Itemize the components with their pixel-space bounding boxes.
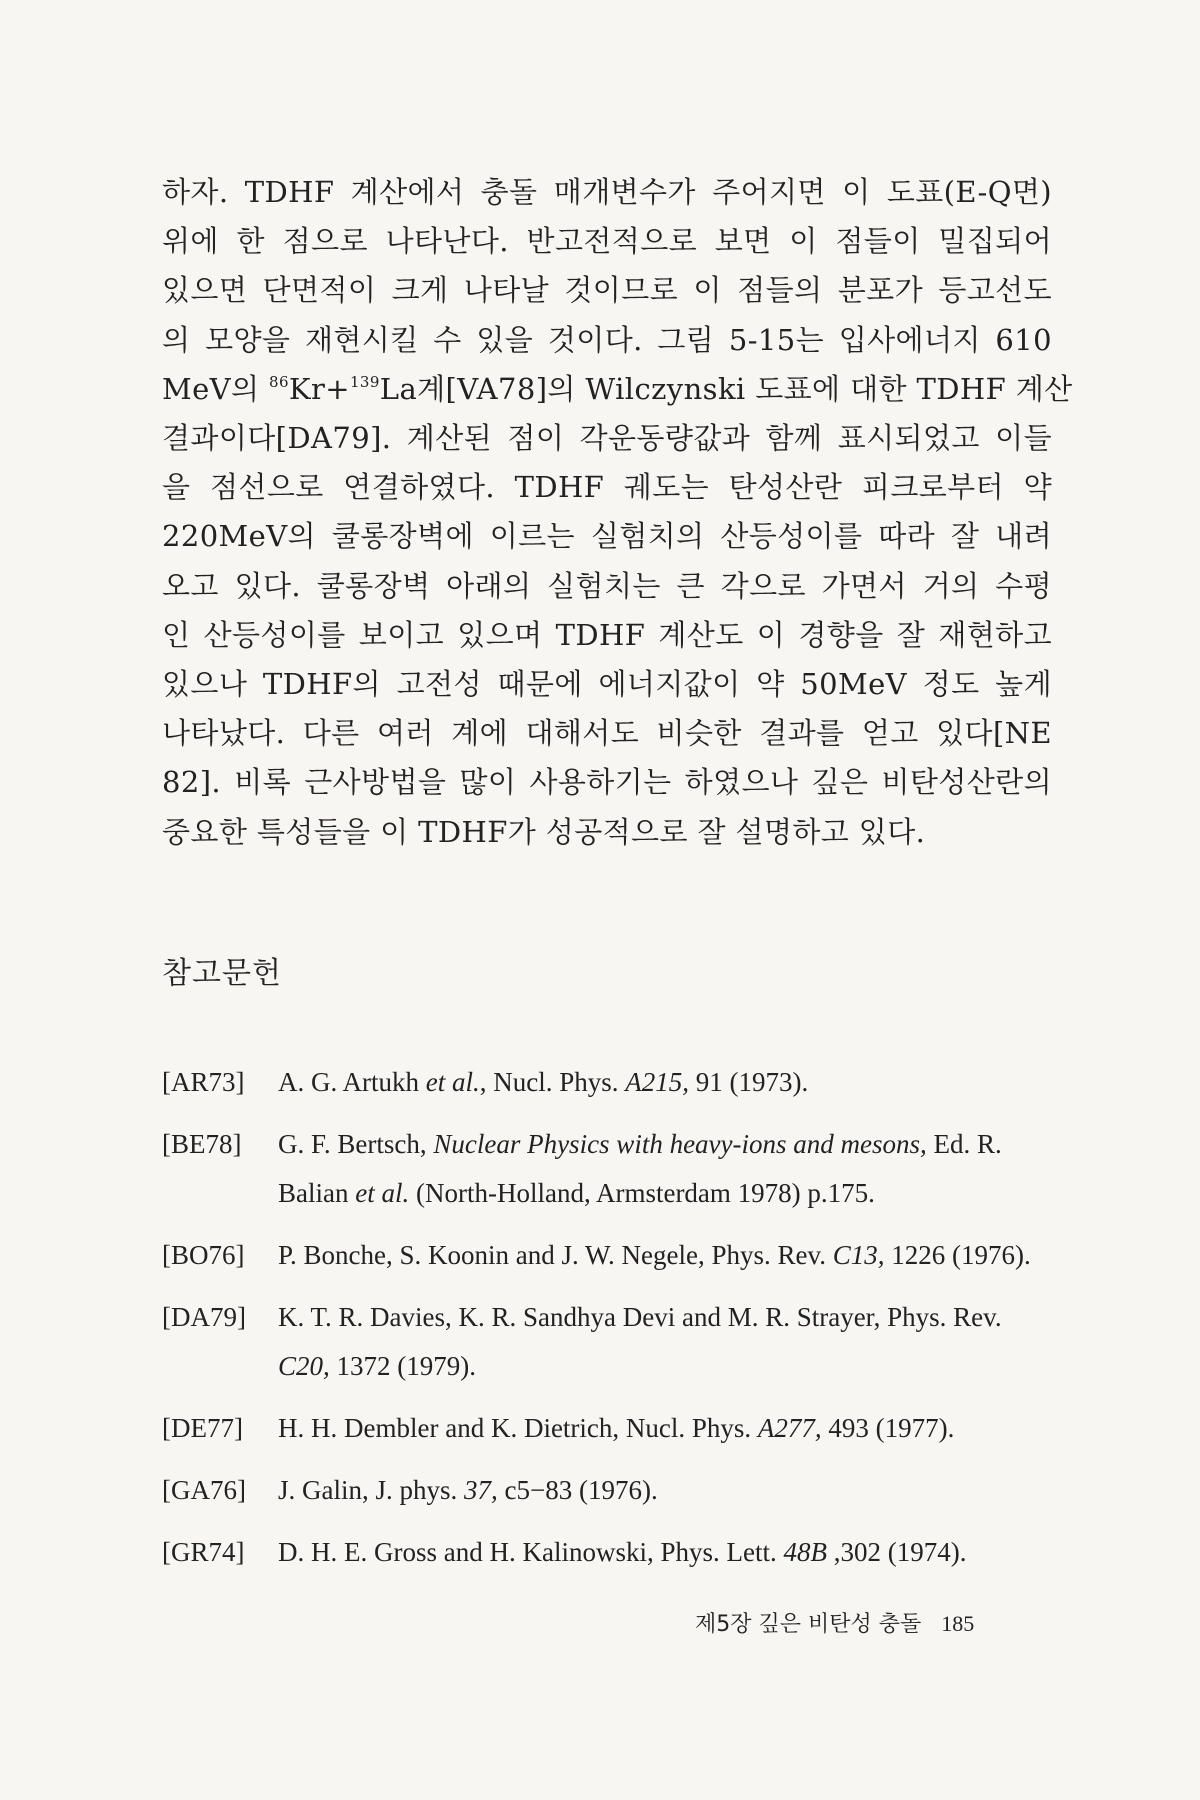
reference-key: [DE77] (162, 1413, 243, 1443)
body-line: 인 산등성이를 보이고 있으며 TDHF 계산도 이 경향을 잘 재현하고 (162, 617, 1052, 652)
body-line: 의 모양을 재현시킬 수 있을 것이다. 그림 5-15는 입사에너지 610 (162, 322, 1052, 357)
body-line: 82]. 비록 근사방법을 많이 사용하기는 하였으나 깊은 비탄성산란의 (162, 765, 1052, 800)
body-line: 있으나 TDHF의 고전성 때문에 에너지값이 약 50MeV 정도 높게 (162, 667, 1052, 702)
reference-item (162, 1528, 1062, 1577)
reference-list (162, 1058, 1062, 1590)
body-line: 있으면 단면적이 크게 나타날 것이므로 이 점들의 분포가 등고선도 (162, 273, 1052, 308)
reference-item (162, 1466, 1062, 1515)
isotope-mass-kr: 86 (269, 372, 289, 391)
body-line: 을 점선으로 연결하였다. TDHF 궤도는 탄성산란 피크로부터 약 (162, 470, 1052, 505)
references-heading: 참고문헌 (162, 956, 282, 991)
reference-text: D. H. E. Gross and H. Kalinowski, Phys. Lett. 48B ,302 (1974). (278, 1537, 967, 1567)
body-line: 결과이다[DA79]. 계산된 점이 각운동량값과 함께 표시되었고 이들 (162, 421, 1052, 456)
chapter-title: 제5장 깊은 비탄성 충돌 (695, 1612, 922, 1637)
body-line-with-isotopes (162, 365, 1073, 414)
isotope-kr: Kr+ (288, 371, 350, 406)
body-line: 중요한 특성들을 이 TDHF가 성공적으로 잘 설명하고 있다. (162, 814, 926, 849)
reference-item (162, 1231, 1062, 1280)
reference-key: [DA79] (162, 1302, 246, 1332)
body-line-start: MeV의 (162, 371, 270, 406)
reference-item (162, 1120, 1062, 1218)
reference-item (162, 1058, 1062, 1107)
reference-item (162, 1293, 1062, 1391)
reference-text: A. G. Artukh et al., Nucl. Phys. A215, 91 (1973). (278, 1067, 809, 1097)
reference-key: [GA76] (162, 1475, 246, 1505)
body-line-rest: La계[VA78]의 Wilczynski 도표에 대한 TDHF 계산 (379, 371, 1073, 406)
body-line: 오고 있다. 쿨롱장벽 아래의 실험치는 큰 각으로 가면서 거의 수평 (162, 568, 1052, 603)
body-paragraph (162, 168, 1073, 857)
reference-key: [BE78] (162, 1129, 242, 1159)
reference-item (162, 1404, 1062, 1453)
body-line: 나타났다. 다른 여러 계에 대해서도 비슷한 결과를 얻고 있다[NE (162, 716, 1052, 751)
reference-key: [GR74] (162, 1537, 245, 1567)
reference-text: G. F. Bertsch, Nuclear Physics with heavy-ions and mesons, Ed. R. Balian et al. (North-Holland, Armsterdam 1978) p.175. (278, 1129, 1002, 1208)
reference-key: [AR73] (162, 1067, 245, 1097)
isotope-mass-la: 139 (349, 372, 380, 391)
reference-text: P. Bonche, S. Koonin and J. W. Negele, Phys. Rev. C13, 1226 (1976). (278, 1240, 1031, 1270)
reference-text: H. H. Dembler and K. Dietrich, Nucl. Phys. A277, 493 (1977). (278, 1413, 955, 1443)
reference-key: [BO76] (162, 1240, 245, 1270)
page-footer (695, 1607, 974, 1638)
reference-text: J. Galin, J. phys. 37, c5−83 (1976). (278, 1475, 658, 1505)
page-number: 185 (941, 1611, 975, 1636)
body-line: 위에 한 점으로 나타난다. 반고전적으로 보면 이 점들이 밀집되어 (162, 224, 1052, 259)
body-line: 하자. TDHF 계산에서 충돌 매개변수가 주어지면 이 도표(E-Q면) (162, 175, 1052, 209)
body-line: 220MeV의 쿨롱장벽에 이르는 실험치의 산등성이를 따라 잘 내려 (162, 519, 1052, 554)
reference-text: K. T. R. Davies, K. R. Sandhya Devi and M. R. Strayer, Phys. Rev. C20, 1372 (1979). (278, 1302, 1002, 1381)
